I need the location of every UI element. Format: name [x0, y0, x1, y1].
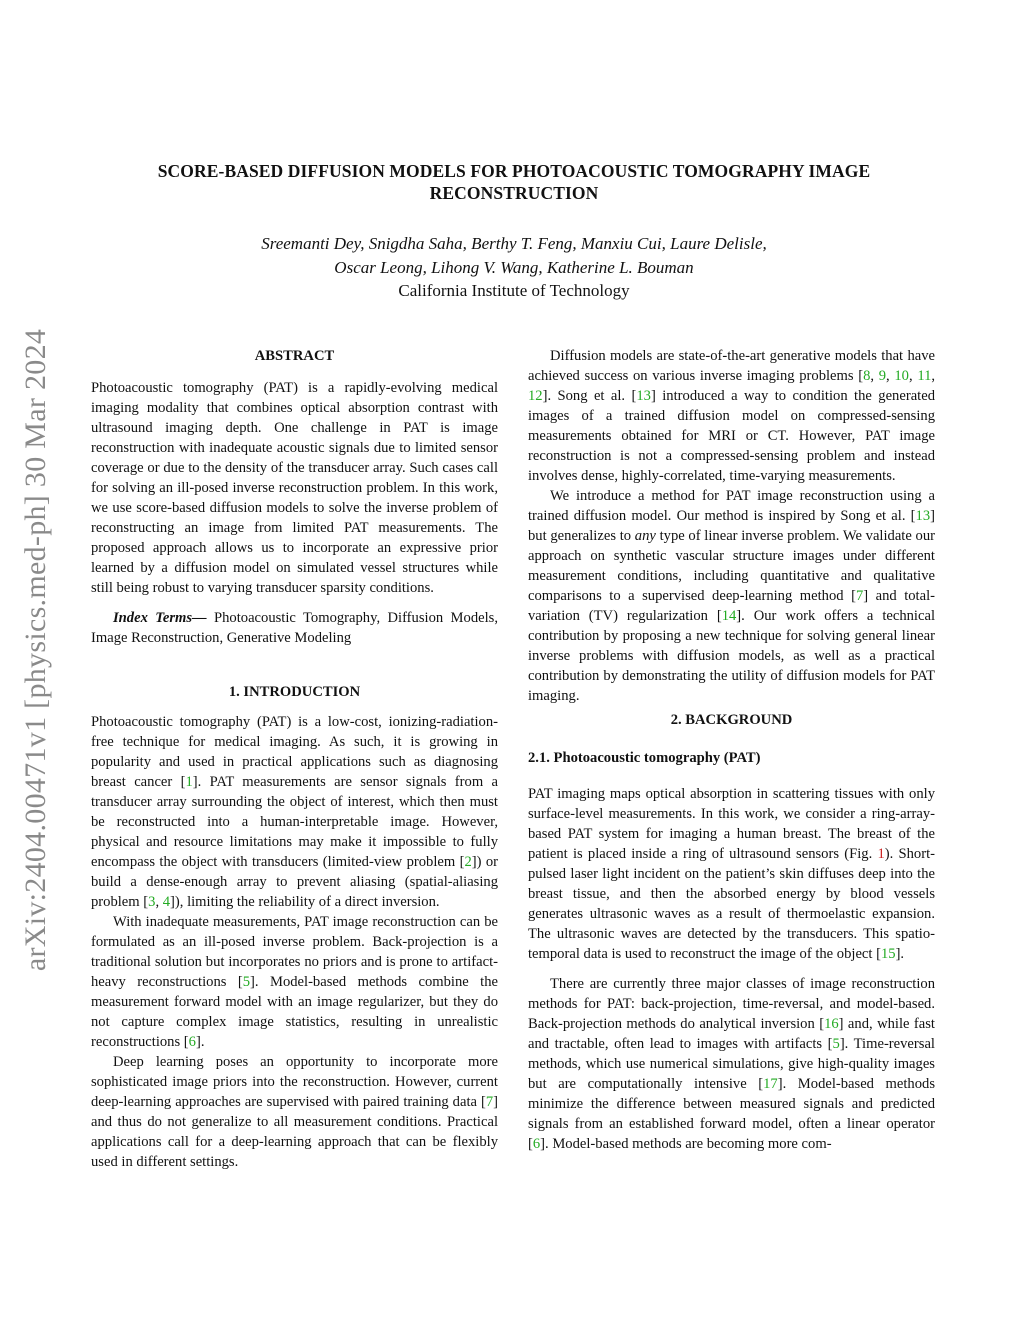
text-run: We introduce a method for PAT image reconstruction using a trained diffusion model. Our method is inspired by Song et al. [: [528, 488, 935, 524]
right-column: [528, 346, 935, 1154]
pat-subsection-heading: 2.1. Photoacoustic tomography (PAT): [528, 750, 761, 766]
text-run: ].: [195, 1034, 205, 1050]
text-run: ]. Our work offers a technical contribution by proposing a new technique for solving general linear inverse problems with diffusion models, as well as a practical contribution by demonstrating the utility of diffusion models for PAT imaging.: [528, 608, 935, 704]
paper-title: [92, 160, 936, 204]
method-paragraph: [528, 486, 935, 706]
text-run: Deep learning poses an opportunity to incorporate more sophisticated image priors into the reconstruction. However, current deep-learning approaches are supervised with paired training data [: [91, 1054, 498, 1110]
authors-line-2: Oscar Leong, Lihong V. Wang, Katherine L. Bouman: [334, 258, 694, 277]
citation-link[interactable]: 6: [532, 1136, 541, 1152]
text-run: ]. PAT measurements are sensor signals from a transducer array surrounding the object of interest, which then must be reconstructed into a human-interpretable image. However, physical and resource limitations may make it impossible to fully encompass the object with transducers (limited-view problem [: [91, 774, 498, 870]
text-run: ]), limiting the reliability of a direct inversion.: [170, 894, 440, 910]
citation-link[interactable]: 4: [162, 894, 171, 910]
index-terms: [91, 608, 498, 648]
author-list: [92, 232, 936, 280]
citation-link[interactable]: 7: [485, 1094, 494, 1110]
citation-link[interactable]: 17: [763, 1076, 778, 1092]
text-run: Photoacoustic tomography (PAT) is a low-cost, ionizing-radiation-free technique for medical imaging. As such, it is growing in popularity and used in practical applications such as diagnosing breast cancer [: [91, 714, 498, 790]
text-run: ). Short-pulsed laser light incident on the patient’s skin diffuses deep into the breast tissue, and then the absorbed energy by blood vessels generates ultrasonic waves as a result of thermoelastic expansion. The ultrasonic waves are detected by the transducers. This spatio-temporal data is used to reconstruct the image of the object [: [528, 846, 935, 962]
citation-link[interactable]: 13: [915, 508, 931, 524]
text-run: ]) or build a dense-enough array to prevent aliasing (spatial-aliasing problem [: [91, 854, 498, 910]
citation-link[interactable]: 1: [185, 774, 193, 790]
index-terms-label: Index Terms—: [113, 610, 207, 626]
text-run: ,: [908, 368, 918, 384]
introduction-heading: 1. INTRODUCTION: [228, 684, 361, 700]
text-run: ] but generalizes to: [528, 508, 935, 544]
left-column: [91, 346, 498, 1172]
text-run: ]. Model-based methods combine the measurement forward model with an image regularizer, but they do not capture complex image statistics, resulting in unrealistic reconstructions [: [91, 974, 498, 1050]
affiliation: California Institute of Technology: [398, 281, 630, 300]
emphasis: any: [634, 528, 656, 544]
text-run: With inadequate measurements, PAT image reconstruction can be formulated as an ill-posed inverse problem. Back-projection is a traditional solution but incorporates no priors and is prone to artifact-heavy reconstructions [: [91, 914, 498, 990]
figure-ref-link[interactable]: 1: [877, 846, 885, 862]
citation-link[interactable]: 9: [878, 368, 887, 384]
citation-link[interactable]: 10: [894, 368, 909, 384]
text-run: type of linear inverse problem. We validate our approach on synthetic vascular structure images under different measurement conditions, including quantitative and qualitative comparisons to a supervised deep-learning method [: [528, 528, 936, 604]
text-run: ]. Model-based methods are becoming more com-: [540, 1136, 832, 1152]
title-line-2: RECONSTRUCTION: [429, 183, 599, 203]
authors-line-1: Sreemanti Dey, Snigdha Saha, Berthy T. Feng, Manxiu Cui, Laure Delisle,: [261, 234, 767, 253]
intro-paragraph-3: [91, 1052, 498, 1172]
intro-paragraph-2: [91, 912, 498, 1052]
text-run: ,: [931, 368, 936, 384]
text-run: ] and, while fast and tractable, often lead to images with artifacts [: [528, 1016, 935, 1052]
title-line-1: SCORE-BASED DIFFUSION MODELS FOR PHOTOACOUSTIC TOMOGRAPHY IMAGE: [157, 161, 871, 181]
citation-link[interactable]: 5: [242, 974, 251, 990]
citation-link[interactable]: 3: [148, 894, 156, 910]
citation-link[interactable]: 16: [824, 1016, 839, 1032]
text-run: ]. Song et al. [: [542, 388, 637, 404]
citation-link[interactable]: 13: [636, 388, 651, 404]
arxiv-stamp: arXiv:2404.00471v1 [physics.med-ph] 30 Mar 2024: [19, 328, 52, 972]
background-heading: 2. BACKGROUND: [670, 712, 793, 728]
text-run: ].: [895, 946, 905, 962]
text-run: ] and total-variation (TV) regularization [: [528, 588, 936, 624]
reconstruction-methods-paragraph: [528, 974, 935, 1154]
intro-paragraph-1: [91, 712, 498, 912]
citation-link[interactable]: 11: [917, 368, 932, 384]
diffusion-paragraph: [528, 346, 935, 486]
citation-link[interactable]: 12: [528, 388, 543, 404]
index-terms-text: Photoacoustic Tomography, Diffusion Models, Image Reconstruction, Generative Modeling: [91, 610, 498, 646]
text-run: ]. Model-based methods minimize the difference between measured signals and predicted signals from an established forward model, often a linear operator [: [528, 1076, 936, 1152]
citation-link[interactable]: 2: [464, 854, 472, 870]
text-run: ] introduced a way to condition the generated images of a trained diffusion model on compressed-sensing measurements obtained for MRI or CT. However, PAT image reconstruction is not a compressed-sensing problem and instead involves dense, highly-correlated, time-varying measurements.: [528, 388, 935, 484]
text-run: There are currently three major classes of image reconstruction methods for PAT: back-projection, time-reversal, and model-based. Back-projection methods do analytical inversion [: [528, 976, 935, 1032]
citation-link[interactable]: 7: [855, 588, 864, 604]
pat-paragraph: [528, 784, 935, 964]
citation-link[interactable]: 15: [880, 946, 896, 962]
abstract-heading: ABSTRACT: [254, 348, 335, 364]
text-run: ,: [155, 894, 163, 910]
citation-link[interactable]: 14: [721, 608, 737, 624]
text-run: PAT imaging maps optical absorption in scattering tissues with only surface-level measurements. In this work, we consider a ring-array-based PAT system for imaging a human breast. The breast of the patient is placed inside a ring of ultrasound sensors (Fig.: [528, 786, 935, 862]
text-run: ]. Time-reversal methods, which use numerical simulations, give high-quality images but are computationally intensive [: [528, 1036, 935, 1092]
text-run: Diffusion models are state-of-the-art generative models that have achieved success on various inverse imaging problems [: [528, 348, 935, 384]
abstract-text: Photoacoustic tomography (PAT) is a rapidly-evolving medical imaging modality that combines optical absorption contrast with ultrasound imaging depth. One challenge in PAT is image reconstruction with inadequate acoustic signals due to limited sensor coverage or due to the density of the transducer array. Such cases call for solving an ill-posed inverse reconstruction problem. In this work, we use score-based diffusion models to solve the inverse problem of reconstructing an image from limited PAT measurements. The proposed approach allows us to incorporate an expressive prior learned by a diffusion model on simulated vessel structures while still being robust to varying transducer sparsity conditions.: [91, 380, 498, 596]
citation-link[interactable]: 6: [188, 1034, 196, 1050]
text-run: ,: [886, 368, 895, 384]
text-run: ,: [870, 368, 879, 384]
citation-link[interactable]: 5: [832, 1036, 840, 1052]
text-run: ] and thus do not generalize to all measurement conditions. Practical applications call for a deep-learning approach that can be flexibly used in different settings.: [91, 1094, 498, 1170]
citation-link[interactable]: 8: [863, 368, 871, 384]
